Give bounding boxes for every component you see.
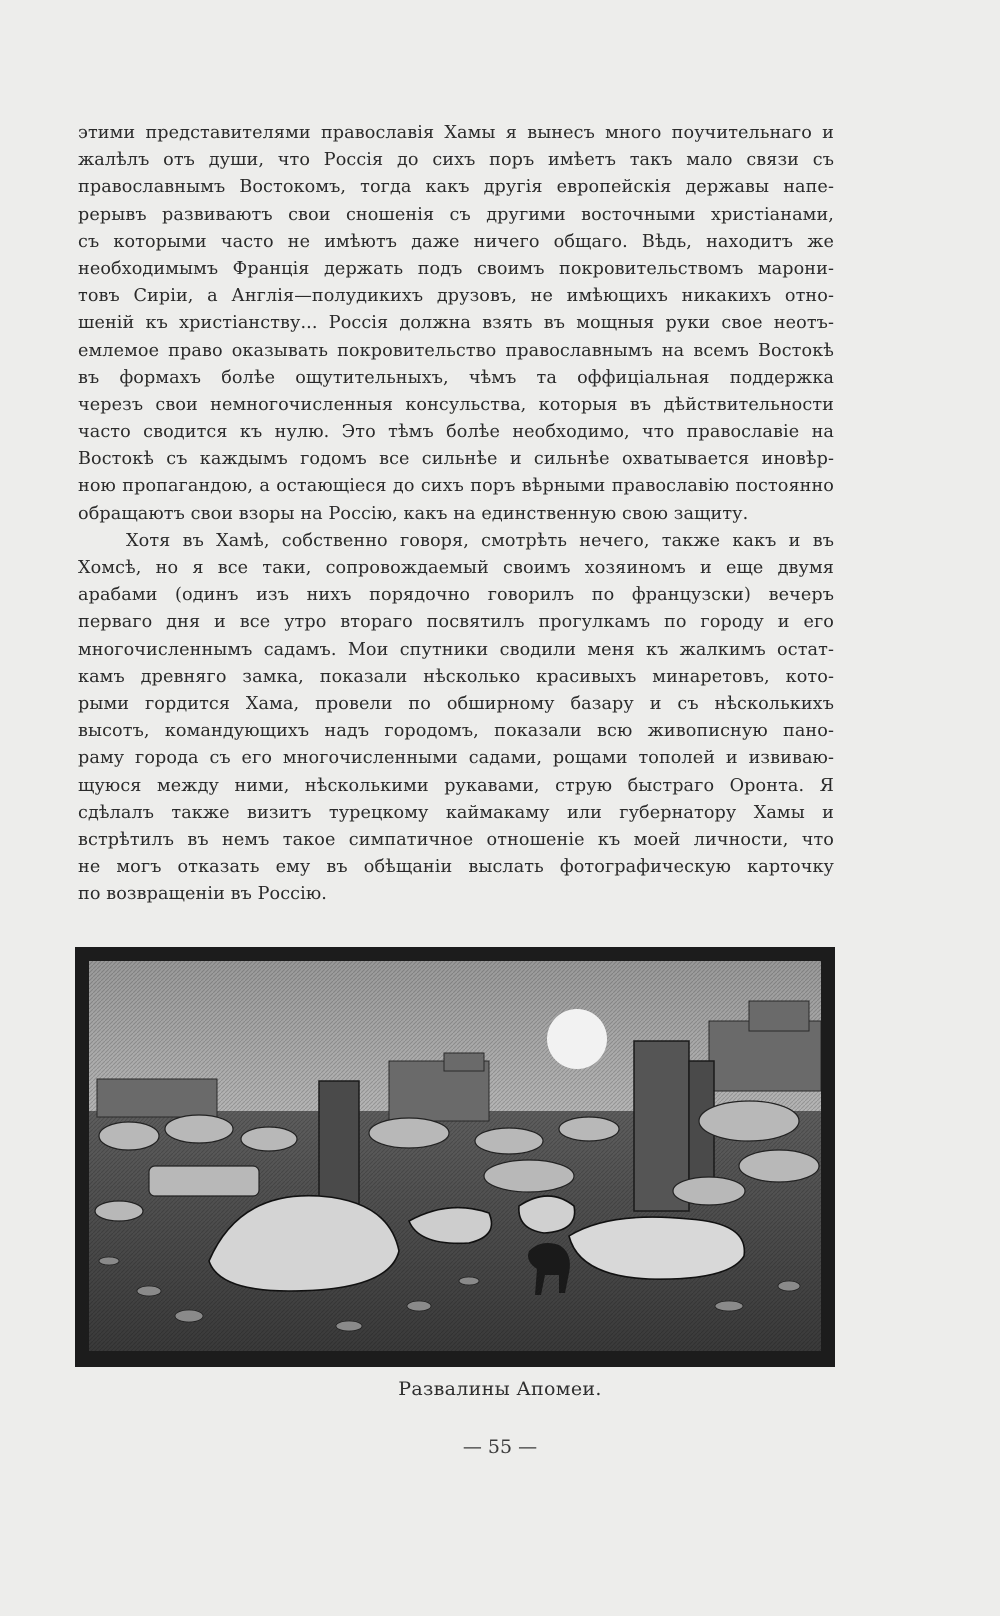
text-line: камъ древняго замка, показали нѣсколько красивыхъ минаретовъ, кото- [78, 666, 834, 687]
text-line: высотъ, командующихъ надъ городомъ, показали всю живописную пано- [78, 721, 834, 742]
text-line: раму города съ его многочисленными садами, рощами тополей и извиваю- [78, 748, 834, 769]
paragraph-1 [78, 120, 834, 528]
text-line: товъ Сиріи, а Англія—полудикихъ друзовъ, не имѣющихъ никакихъ отно- [78, 286, 834, 307]
text-line: встрѣтилъ въ немъ такое симпатичное отношеніе къ моей личности, что [78, 829, 834, 850]
text-line: щуюся между ними, нѣсколькими рукавами, струю быстраго Оронта. Я [78, 775, 834, 796]
text-line: шеній къ христіанству... Россія должна взять въ мощныя руки свое неотъ- [78, 313, 834, 334]
text-line: Хотя въ Хамѣ, собственно говоря, смотрѣть нечего, также какъ и въ [126, 530, 834, 551]
text-line: перваго дня и все утро втораго посвятилъ прогулкамъ по городу и его [78, 612, 834, 633]
sun [547, 1009, 607, 1069]
text-line: этими представителями православія Хамы я вынесъ много поучительнаго и [78, 123, 834, 143]
figure-caption: Развалины Апомеи. [398, 1378, 602, 1400]
text-line: сдѣлалъ также визитъ турецкому каймакаму или губернатору Хамы и [78, 802, 834, 823]
body-text [78, 120, 834, 908]
text-line: ною пропагандою, а остающіеся до сихъ поръ вѣрными православію постоянно [78, 476, 834, 497]
text-line: православнымъ Востокомъ, тогда какъ другія европейскія державы напе- [78, 177, 834, 198]
page-number: — 55 — [462, 1436, 538, 1458]
text-line: часто сводится къ нулю. Это тѣмъ болѣе необходимо, что православіе на [78, 422, 834, 443]
text-line: обращаютъ свои взоры на Россію, какъ на единственную свою защиту. [78, 503, 749, 524]
text-line: многочисленнымъ садамъ. Мои спутники сводили меня къ жалкимъ остат- [78, 639, 834, 660]
text-line: рыми гордится Хама, провели по обширному базару и съ нѣсколькихъ [78, 693, 834, 714]
text-line: рерывъ развиваютъ свои сношенія съ другими восточными христіанами, [78, 204, 834, 225]
ruins-illustration [89, 961, 821, 1351]
text-line: Хомсѣ, но я все таки, сопровождаемый своимъ хозяиномъ и еще двумя [78, 558, 834, 578]
text-line: Востокѣ съ каждымъ годомъ все сильнѣе и сильнѣе охватывается иновѣр- [78, 449, 834, 470]
text-line: арабами (одинъ изъ нихъ порядочно говорилъ по французски) вечеръ [78, 585, 834, 606]
text-line: черезъ свои немногочисленныя консульства, которыя въ дѣйствительности [78, 394, 834, 415]
text-line: съ которыми часто не имѣютъ даже ничего общаго. Вѣдь, находитъ же [78, 231, 834, 252]
paragraph-2 [78, 528, 834, 909]
text-line: не могъ отказать ему въ обѣщаніи выслать фотографическую карточку [78, 857, 834, 878]
text-line: по возвращеніи въ Россію. [78, 884, 327, 905]
text-line: въ формахъ болѣе ощутительныхъ, чѣмъ та оффиціальная поддержка [78, 367, 834, 388]
ruins-engraving [75, 947, 835, 1367]
text-line: жалѣлъ отъ души, что Россія до сихъ поръ имѣетъ такъ мало связи съ [78, 150, 834, 171]
text-line: емлемое право оказывать покровительство православнымъ на всемъ Востокѣ [78, 340, 834, 361]
text-line: необходимымъ Франція держать подъ своимъ покровительствомъ марони- [78, 258, 834, 279]
